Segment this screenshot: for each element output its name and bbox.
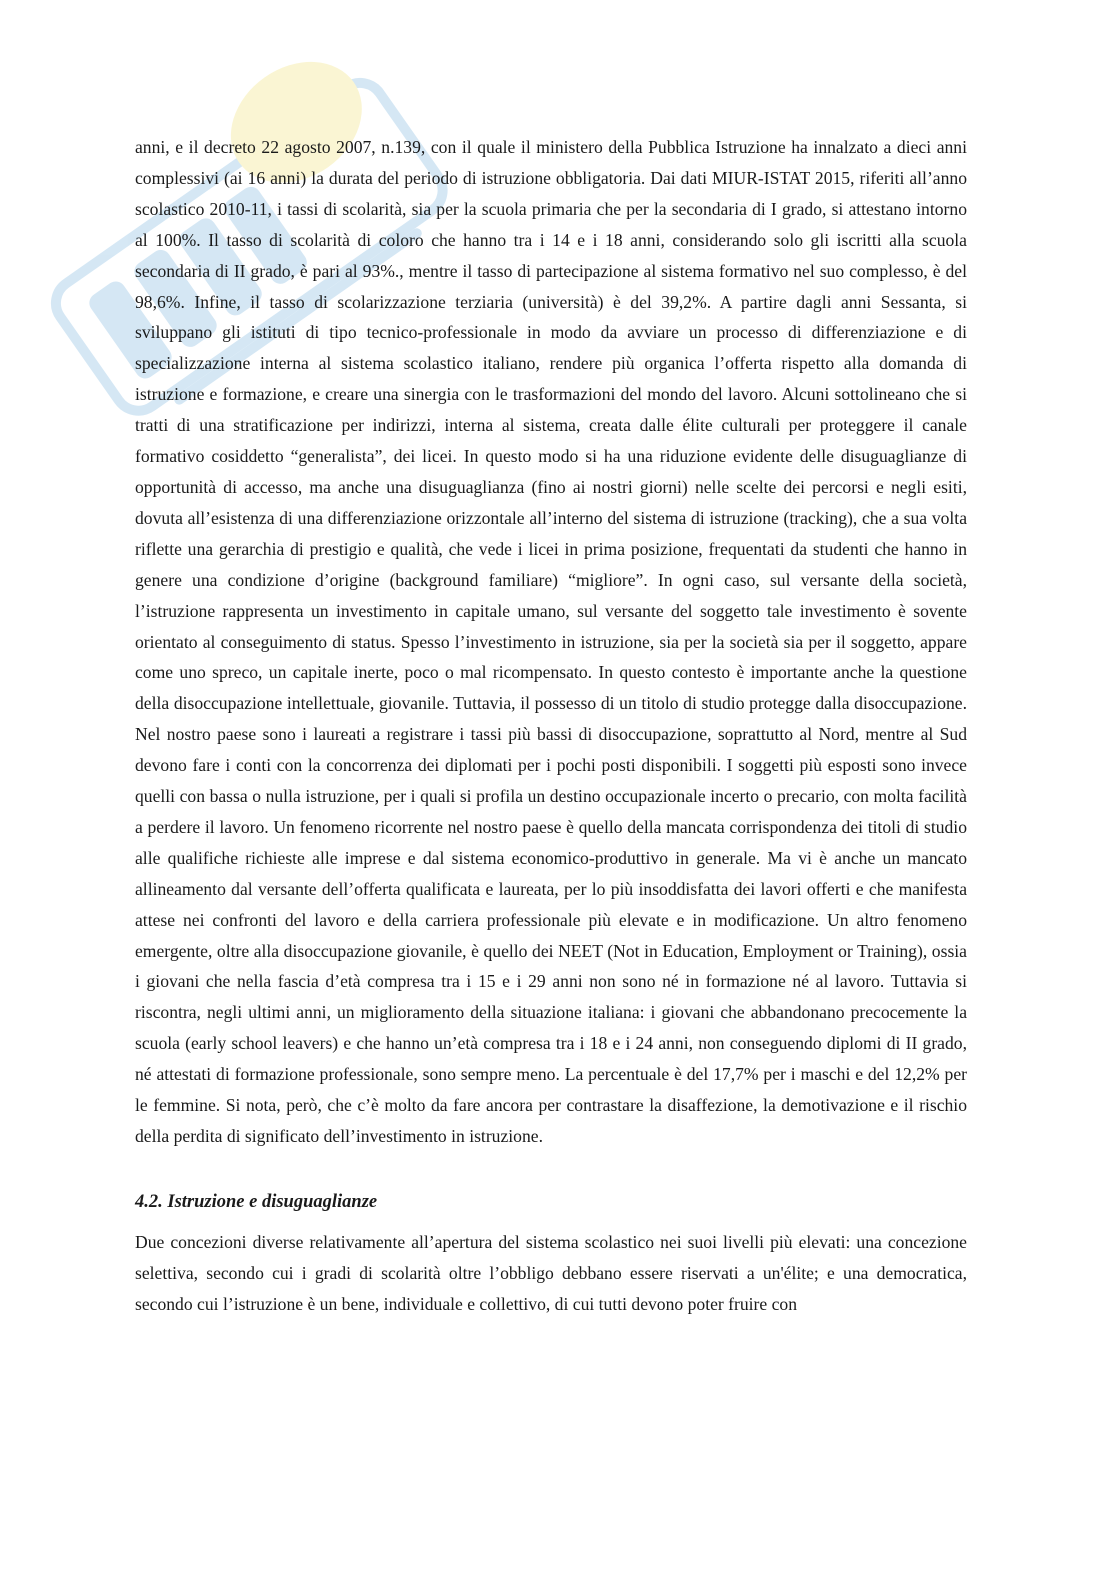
section-heading: 4.2. Istruzione e disuguaglianze (135, 1191, 378, 1212)
body-paragraph: Due concezioni diverse relativamente all’apertura del sistema scolastico nei suoi livelli più elevati: una concezione selettiva, secondo cui i gradi di scolarità oltre l’obbligo debbano essere riservati a un'élite; e una democratica, secondo cui l’istruzione è un bene, individuale e collettivo, di cui tutti devono poter fruire con (135, 1231, 967, 1314)
document-page (135, 132, 967, 1320)
body-paragraph: anni, e il decreto 22 agosto 2007, n.139, con il quale il ministero della Pubblica Istruzione ha innalzato a dieci anni complessivi (ai 16 anni) la durata del periodo di istruzione obbligatoria. Dai dati MIUR-ISTAT 2015, riferiti all’anno scolastico 2010-11, i tassi di scolarità, sia per la scuola primaria che per la secondaria di I grado, si attestano intorno al 100%. Il tasso di scolarità di coloro che hanno tra i 14 e i 18 anni, considerando solo gli iscritti alla scuola secondaria di II grado, è pari al 93%., mentre il tasso di partecipazione al sistema formativo nel suo complesso, è del 98,6%. Infine, il tasso di scolarizzazione terziaria (università) è del 39,2%. A partire dagli anni Sessanta, si sviluppano gli istituti di tipo tecnico-professionale in modo da avviare un processo di differenziazione e di specializzazione interna al sistema scolastico italiano, rendere più organica l’offerta rispetto alla domanda di istruzione e formazione, e creare una sinergia con le trasformazioni del mondo del lavoro. Alcuni sottolineano che si tratti di una stratificazione per indirizzi, interna al sistema, creata dalle élite culturali per proteggere il canale formativo cosiddetto “generalista”, dei licei. In questo modo si ha una riduzione evidente delle disuguaglianze di opportunità di accesso, ma anche una disuguaglianza (fino ai nostri giorni) nelle scelte dei percorsi e negli esiti, dovuta all’esistenza di una differenziazione orizzontale all’interno del sistema di istruzione (tracking), che a sua volta riflette una gerarchia di prestigio e qualità, che vede i licei in prima posizione, frequentati da studenti che hanno in genere una condizione d’origine (background familiare) “migliore”. In ogni caso, sul versante della società, l’istruzione rappresenta un investimento in capitale umano, sul versante del soggetto tale investimento è sovente orientato al conseguimento di status. Spesso l’investimento in istruzione, sia per la società sia per il soggetto, appare come uno spreco, un capitale inerte, poco o mal ricompensato. In questo contesto è importante anche la questione della disoccupazione intellettuale, giovanile. Tuttavia, il possesso di un titolo di studio protegge dalla disoccupazione. Nel nostro paese sono i laureati a registrare i tassi più bassi di disoccupazione, soprattutto al Nord, mentre al Sud devono fare i conti con la concorrenza dei diplomati per i pochi posti disponibili. I soggetti più esposti sono invece quelli con bassa o nulla istruzione, per i quali si profila un destino occupazionale incerto o precario, con molta facilità a perdere il lavoro. Un fenomeno ricorrente nel nostro paese è quello della mancata corrispondenza dei titoli di studio alle qualifiche richieste alle imprese e dal sistema economico-produttivo in generale. Ma vi è anche un mancato allineamento dal versante dell’offerta qualificata e laureata, per lo più insoddisfatta dei lavori offerti e che manifesta attese nei confronti del lavoro e della carriera professionale più elevate e in modificazione. Un altro fenomeno emergente, oltre alla disoccupazione giovanile, è quello dei NEET (Not in Education, Employment or Training), ossia i giovani che nella fascia d’età compresa tra i 15 e i 29 anni non sono né in formazione né al lavoro. Tuttavia si riscontra, negli ultimi anni, un miglioramento della situazione italiana: i giovani che abbandonano precocemente la scuola (early school leavers) e che hanno un’età compresa tra i 18 e i 24 anni, non conseguendo diplomi di II grado, né attestati di formazione professionale, sono sempre meno. La percentuale è del 17,7% per i maschi e del 12,2% per le femmine. Si nota, però, che c’è molto da fare ancora per contrastare la disaffezione, la demotivazione e il rischio della perdita di significato dell’investimento in istruzione. (135, 137, 967, 1146)
